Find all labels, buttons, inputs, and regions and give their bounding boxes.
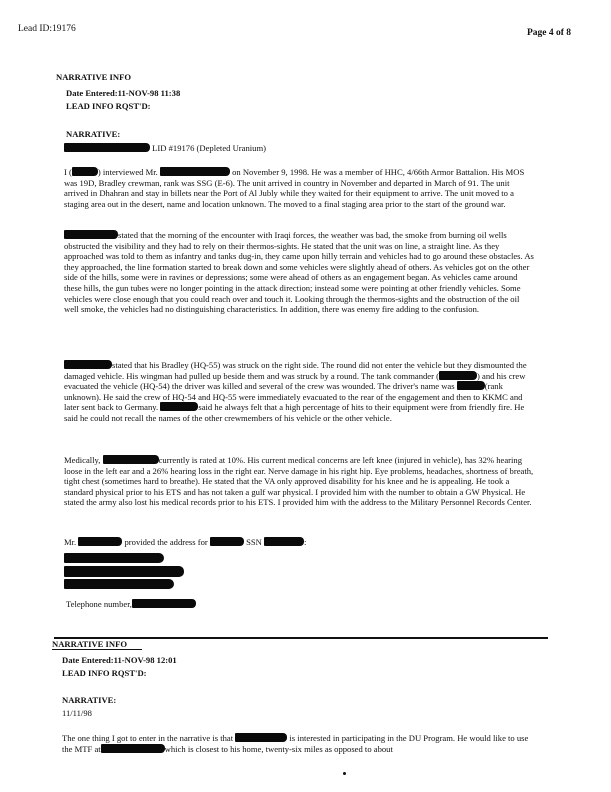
redaction — [210, 537, 244, 546]
redaction — [64, 579, 174, 589]
text: Mr. — [64, 537, 77, 547]
text: Medically, — [64, 455, 101, 465]
redaction — [101, 744, 165, 753]
paragraph-3 — [64, 360, 534, 424]
redaction — [64, 230, 118, 239]
lid-text: LID #19176 (Depleted Uranium) — [152, 143, 266, 153]
redaction — [439, 371, 477, 380]
text: stated that his Bradley (HQ-55) was struck on the right side. The round did not enter the vehicle but they dismounted the damaged vehicle. His wingman had pulled up beside them and was struck by a round. The tank commander ( — [64, 360, 527, 381]
paragraph-1 — [64, 167, 534, 209]
redaction — [235, 733, 287, 742]
redaction — [160, 402, 198, 411]
text: (rank unknown). He said the crew of HQ-54 and HQ-55 were immediately evacuated to the rear of the engagement and then to KKMC and later sent back to Germany. — [64, 381, 523, 413]
redaction — [64, 553, 164, 563]
date-entered: Date Entered:11-NOV-98 12:01 — [62, 655, 177, 665]
text: ) and his crew evacuated the vehicle (HQ-54) the driver was killed and several of the crew was wounded. The driver's name was — [64, 370, 526, 392]
text: The one thing I got to enter in the narrative is that — [62, 733, 234, 743]
text: Telephone number, — [66, 599, 132, 609]
text: ) interviewed Mr. — [97, 167, 158, 177]
redaction — [132, 599, 196, 608]
lead-info-label: LEAD INFO RQST'D: — [62, 668, 147, 678]
lid-line — [64, 143, 266, 154]
paragraph-2 — [64, 230, 534, 315]
redaction — [64, 566, 184, 577]
text: currently is rated at 10%. His current medical concerns are left knee (injured in vehicle), has 32% hearing loose in the left ear and a 26% hearing loss in the right ear. Nerve damage in his right hip. Eye problems, headaches, shortness of breath, tight chest (sometimes hard to breathe). He stated that the VA only approved disability for his knee and he is appealing. He took a standard physical prior to his ETS and has not taken a gulf war physical. I provided him with the number to obtain a GW Physical. He stated the army also lost his medical records prior to his ETS. I provided him with the address to the Military Personnel Records Center. — [64, 455, 534, 508]
redaction — [78, 537, 122, 546]
text: SSN — [246, 537, 262, 547]
text: said he always felt that a high percentage of hits to their equipment were from friendly fire. He said he could not recall the names of the other crewmembers of his vehicle or the other vehicle. — [64, 402, 525, 423]
lead-id: Lead ID:19176 — [18, 24, 76, 34]
narrative-label: NARRATIVE: — [66, 129, 121, 139]
redaction — [103, 455, 159, 464]
text: on November 9, 1998. He was a member of HHC, 4/66th Armor Battalion. His MOS was 19D, Bradley crewman, rank was SSG (E-6). The unit arrived in country in November and departed in March of 91. The unit arrived in Dhahran and stay in billets near the Port of Al Jubly while they waited for their equipment to arrive. The unit moved to a staging area out in the desert, name and location unknown. The moved to a final staging area prior to the start of the ground war. — [64, 167, 525, 209]
text: which is closest to his home, twenty-six miles as opposed to about — [164, 743, 393, 754]
section-divider — [54, 637, 548, 639]
section-title: NARRATIVE INFO — [52, 639, 128, 649]
paragraph-4 — [64, 455, 534, 508]
text: provided the address for — [124, 537, 208, 547]
paragraph-5 — [62, 733, 536, 754]
address-line — [64, 537, 306, 548]
text: stated that the morning of the encounter with Iraqi forces, the weather was bad, the smoke from burning oil wells obstructed the visibility and they had to rely on their thermos-sights. He stated that the unit was on line, a straight line. As they approached was told to them as infantry and tanks dug-in, they came upon hilly terrain and vehicles had to go around these obstacles. As they approached, the line formation started to break down and some vehicles were slightly ahead of others. As vehicles got on the other side of the hills, some were in ravines or depressions; some were ahead of others as an engagement began. As vehicles came around these hills, the gun tubes were no longer pointing in the attack direction; instead some were pointing at other friendly vehicles. Some vehicles were close enough that you could reach over and touch it. Looking through the thermos-sights and the obstruction of the oil well smoke, the vehicles had no distinguishing characteristics. In addition, there was enemy fire adding to the confusion. — [64, 230, 534, 315]
date-entered: Date Entered:11-NOV-98 11:38 — [66, 88, 181, 98]
section-title: NARRATIVE INFO — [56, 72, 132, 82]
narrative-date: 11/11/98 — [62, 708, 92, 718]
text: : — [304, 537, 307, 547]
title-underline — [52, 649, 142, 650]
telephone-line — [66, 599, 196, 610]
redaction — [457, 381, 485, 390]
page-number: Page 4 of 8 — [527, 28, 572, 38]
text: is interested in participating in the DU Program. He would like to use the MTF at — [62, 733, 529, 754]
redaction — [64, 360, 112, 369]
redaction — [160, 167, 230, 176]
lead-info-label: LEAD INFO RQST'D: — [66, 101, 151, 111]
redaction — [264, 537, 307, 547]
text: I ( — [64, 167, 72, 177]
redaction — [64, 143, 150, 152]
scan-speck — [343, 772, 346, 775]
redaction — [72, 167, 98, 176]
narrative-label: NARRATIVE: — [62, 695, 117, 705]
